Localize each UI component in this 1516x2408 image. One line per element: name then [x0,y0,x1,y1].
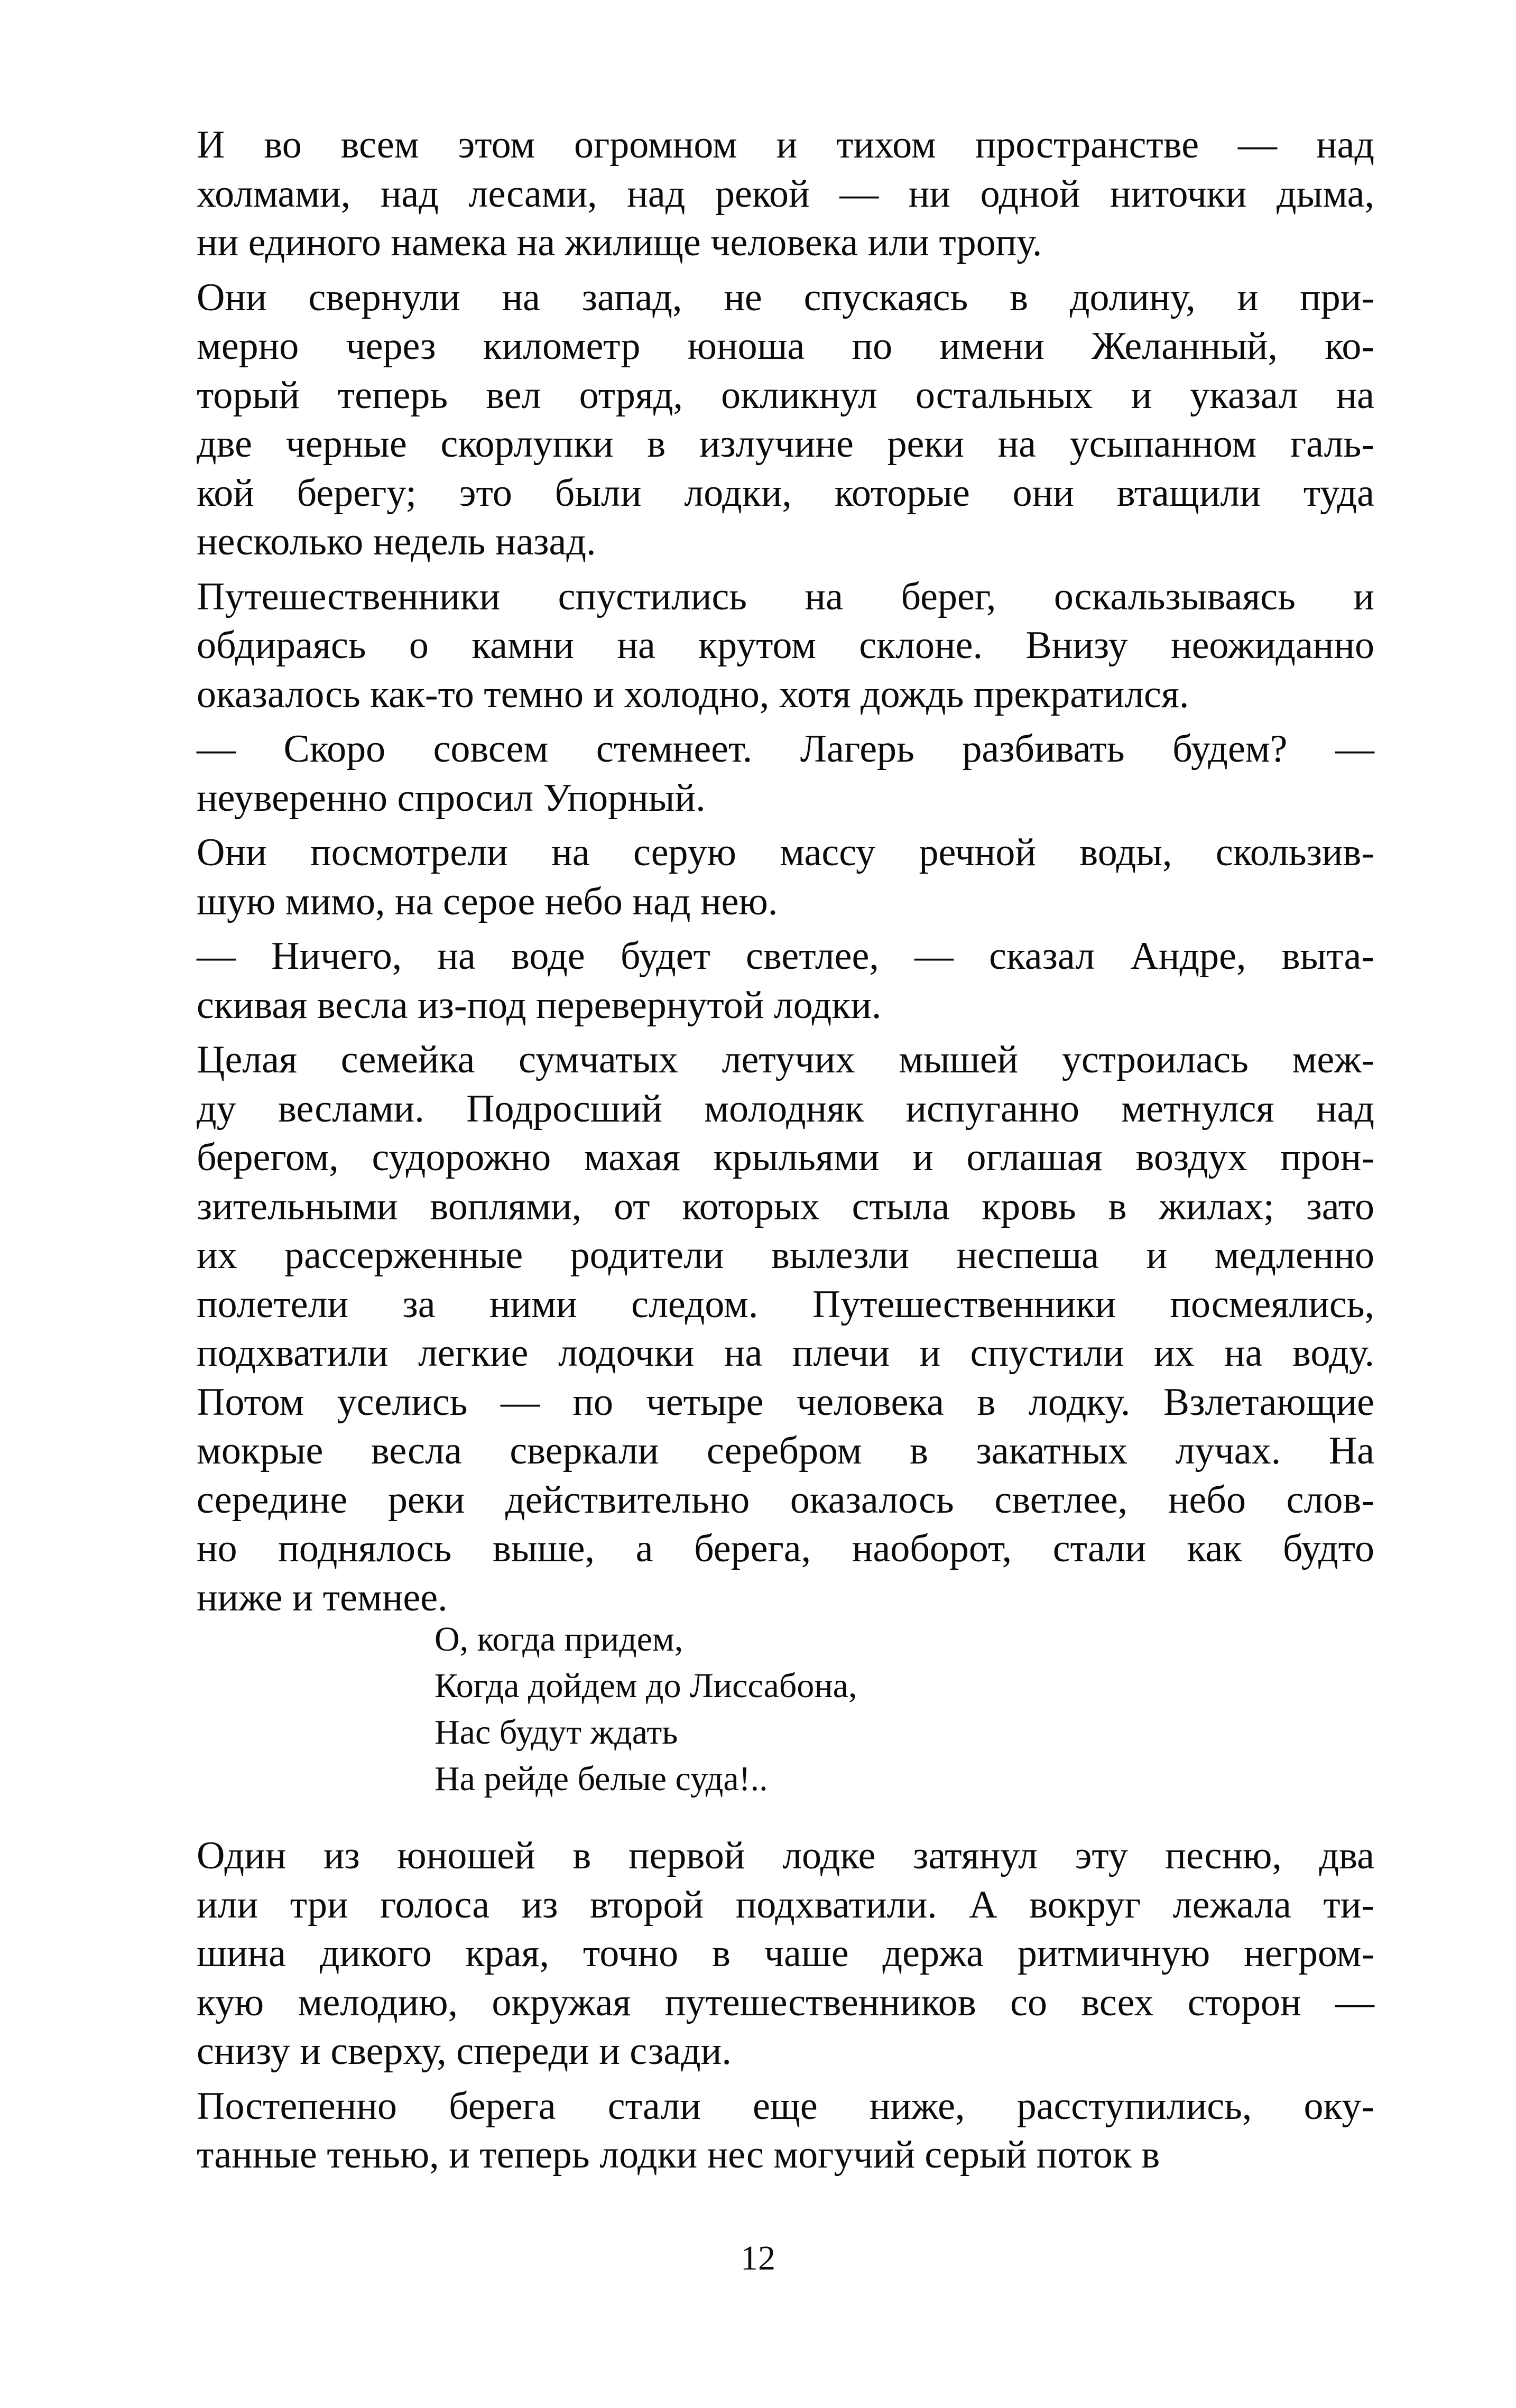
text-line: ниже и темнее. [197,1576,448,1619]
paragraph [134,2082,1374,2180]
poem-line: О, когда придем, [435,1620,683,1659]
paragraph [134,1035,1374,1622]
text-line: кой берегу; это были лодки, которые они втащили туда [197,471,1374,515]
text-line: Один из юношей в первой лодке затянул эту песню, два [197,1834,1374,1877]
text-line: холмами, над лесами, над рекой — ни одной ниточки дыма, [197,172,1374,216]
text-line: снизу и сверху, спереди и сзади. [197,2030,732,2073]
paragraph [134,572,1374,719]
text-line: Потом уселись — по четыре человека в лодку. Взлетающие [197,1380,1374,1424]
text-line: середине реки действительно оказалось светлее, небо слов- [197,1478,1374,1522]
poem-line: Нас будут ждать [435,1713,678,1752]
text-line: шина дикого края, точно в чаше держа ритмичную негром- [197,1932,1374,1975]
paragraph [134,932,1374,1030]
text-line: мокрые весла сверкали серебром в закатных лучах. На [197,1429,1374,1472]
text-line: две черные скорлупки в излучине реки на усыпанном галь- [197,422,1374,466]
text-line: кую мелодию, окружая путешественников со всех сторон — [197,1980,1374,2024]
text-line: — Скоро совсем стемнеет. Лагерь разбивать будем? — [197,727,1374,771]
paragraph [134,1831,1374,2076]
text-line: Они свернули на запад, не спускаясь в долину, и при- [197,275,1374,319]
text-line: Путешественники спустились на берег, оскальзываясь и [197,575,1374,618]
text-line: Они посмотрели на серую массу речной воды, скользив- [197,831,1374,874]
text-line: мерно через километр юноша по имени Желанный, ко- [197,325,1374,368]
paragraph [134,725,1374,822]
text-line: их рассерженные родители вылезли неспеша и медленно [197,1234,1374,1277]
text-line: несколько недель назад. [197,520,596,563]
text-line: танные тенью, и теперь лодки нес могучий серый поток в [197,2133,1160,2177]
text-line: полетели за ними следом. Путешественники посмеялись, [197,1282,1374,1326]
text-line: скивая весла из-под перевернутой лодки. [197,983,882,1027]
poem-line: Когда дойдем до Лиссабона, [435,1666,857,1705]
main-text-block [134,121,1374,1622]
paragraph [134,121,1374,267]
text-line: И во всем этом огромном и тихом пространстве — над [197,123,1374,166]
text-line: зительными воплями, от которых стыла кровь в жилах; зато [197,1184,1374,1228]
text-line: берегом, судорожно махая крыльями и оглашая воздух прон- [197,1136,1374,1179]
text-line: Постепенно берега стали еще ниже, расступились, оку- [197,2084,1374,2128]
text-line: неуверенно спросил Упорный. [197,776,706,820]
text-line: ни единого намека на жилище человека или тропу. [197,221,1042,264]
paragraph [134,828,1374,926]
text-line: шую мимо, на серое небо над нею. [197,879,778,923]
text-line: подхватили легкие лодочки на плечи и спустили их на воду. [197,1331,1374,1375]
poem-line: На рейде белые суда!.. [435,1759,768,1798]
text-line: торый теперь вел отряд, окликнул остальных и указал на [197,373,1374,417]
continuation-text-block [134,1831,1374,2180]
text-line: оказалось как-то темно и холодно, хотя дождь прекратился. [197,672,1189,716]
poem-stanza [435,1616,857,1802]
page-number: 12 [741,2239,775,2277]
text-line: ду веслами. Подросший молодняк испуганно метнулся над [197,1087,1374,1131]
text-line: обдираясь о камни на крутом склоне. Внизу неожиданно [197,624,1374,667]
text-line: Целая семейка сумчатых летучих мышей устроилась меж- [197,1038,1374,1081]
text-line: но поднялось выше, а берега, наоборот, стали как будто [197,1527,1374,1570]
text-line: или три голоса из второй подхватили. А вокруг лежала ти- [197,1883,1374,1927]
paragraph [134,273,1374,567]
text-line: — Ничего, на воде будет светлее, — сказал Андре, выта- [197,934,1374,978]
